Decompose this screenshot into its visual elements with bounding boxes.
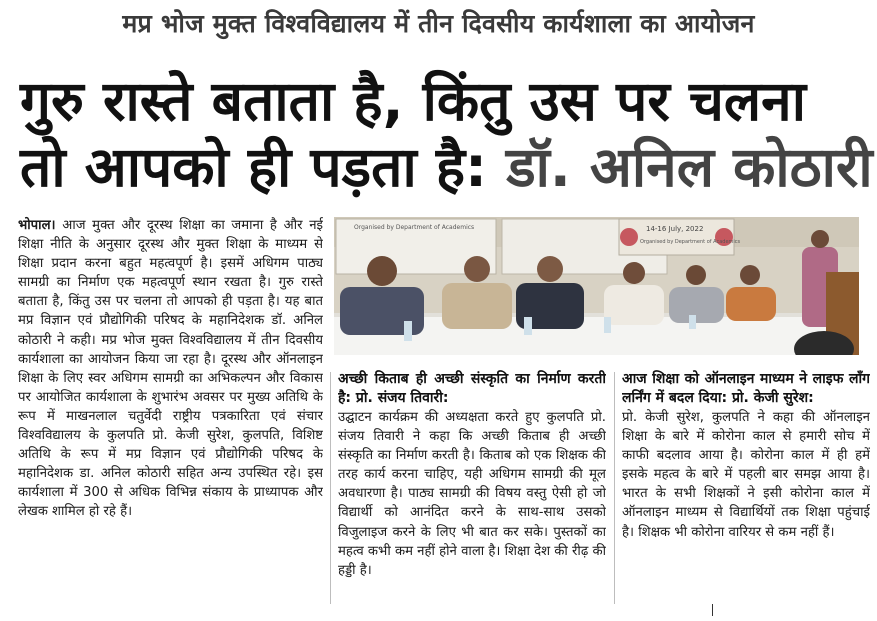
article-column-2 — [338, 370, 606, 605]
headline-speaker-name: डॉ. अनिल कोठारी — [506, 135, 873, 199]
photo-person-2-head — [464, 256, 490, 282]
main-headline — [20, 68, 873, 200]
photo-speaker-head — [811, 230, 829, 248]
column-1-paragraph — [18, 216, 323, 522]
photo-person-1-head — [367, 256, 397, 286]
event-photo — [334, 217, 859, 355]
headline-line-1: गुरु रास्ते बताता है, किंतु उस पर चलना — [20, 69, 806, 133]
photo-bottle-1 — [404, 321, 412, 341]
column-2-text: उद्घाटन कार्यक्रम की अध्यक्षता करते हुए कुलपति प्रो. संजय तिवारी ने कहा कि अच्छी किताब ही अच्छी संस्कृति का निर्माण करती है। किताब को एक शिक्षक की तरह कार्य करना चाहिए, यही अधिगम सामग्री की मूल अवधारणा है। पाठ्य सामग्री की विषय वस्तु ऐसी हो जो विद्यार्थी को आनंदित करने के साथ-साथ उसको विजुलाइज करने के लिए भी बात कर सके। पुस्तकों का महत्व कभी कम नहीं होने वाला है। शिक्षा देश की रीढ़ की हड्डी है। — [338, 410, 606, 578]
photo-flower-left — [620, 228, 638, 246]
photo-bottle-3 — [604, 317, 611, 333]
headline-line-2 — [20, 134, 873, 200]
column-end-mark — [712, 604, 713, 616]
photo-person-6-body — [726, 287, 776, 321]
photo-person-4-head — [623, 262, 645, 284]
photo-person-5-body — [669, 287, 724, 323]
photo-bottle-2 — [524, 317, 532, 335]
photo-banner-org: Organised by Department of Academics — [640, 239, 741, 245]
column-divider-2 — [614, 372, 615, 604]
photo-banner-date: 14-16 July, 2022 — [646, 225, 704, 233]
event-photo-illustration — [334, 217, 859, 355]
column-divider-1 — [330, 372, 331, 604]
column-1-text: आज मुक्त और दूरस्थ शिक्षा का जमाना है और नई शिक्षा नीति के अनुसार दूरस्थ और मुक्त शिक्षा के माध्यम से शिक्षा प्रदान करना बहुत महत्वपूर्ण है। इसमें अधिगम पाठ्य सामग्री का निर्माण एक महत्वपूर्ण स्थान रखता है। गुरु रास्ते बताता है, किंतु उस पर चलना तो आपको ही पड़ता है। यह बात मप्र विज्ञान एवं प्रौद्योगिकी परिषद के महानिदेशक डॉ. अनिल कोठारी ने कही। मप्र भोज मुक्त विश्वविद्यालय में तीन दिवसीय कार्यशाला का आयोजन किया जा रहा है। दूरस्थ और ऑनलाइन शिक्षा के लिए स्वर अधिगम सामग्री का अभिकल्पन और विकास पर आयोजित कार्यशाला के शुभारंभ अवसर पर मुख्य अतिथि के रूप में माखनलाल चतुर्वेदी राष्ट्रीय पत्रकारिता एवं संचार विश्वविद्यालय के कुलपति प्रो. केजी सुरेश, कुलपति, विशिष्ट अतिथि के रूप में मप्र विज्ञान एवं प्रौद्योगिकी परिषद के महानिदेशक डा. अनिल कोठारी सहित अन्य उपस्थित रहे। इस कार्यशाला में 300 से अधिक विभिन्न संकाय के प्राध्यापक और लेखक शामिल हो रहे हैं। — [18, 218, 323, 520]
photo-person-3-head — [537, 256, 563, 282]
photo-person-4-body — [604, 285, 664, 325]
photo-person-5-head — [686, 265, 706, 285]
photo-person-6-head — [740, 265, 760, 285]
column-2-subhead: अच्छी किताब ही अच्छी संस्कृति का निर्माण करती है: प्रो. संजय तिवारी: — [338, 371, 606, 406]
dateline: भोपाल। — [18, 218, 56, 233]
photo-person-2-body — [442, 283, 512, 329]
column-3-text: प्रो. केजी सुरेश, कुलपति ने कहा की ऑनलाइन शिक्षा के बारे में कोरोना काल से हमारी सोच में काफी बदलाव आया है। कोरोना काल में ही हमें इसके महत्व के बारे में पहली बार समझ आया है। भारत के सभी शिक्षकों ने इसी कोरोना काल में ऑनलाइन माध्यम से विद्यार्थियों तक शिक्षा पहुंचाई है। शिक्षक भी कोरोना वारियर से कम नहीं हैं। — [622, 410, 870, 540]
kicker-headline: मप्र भोज मुक्त विश्वविद्यालय में तीन दिवसीय कार्यशाला का आयोजन — [122, 9, 755, 38]
headline-line-2-start: तो आपको ही पड़ता है: — [20, 135, 488, 199]
article-column-3 — [622, 370, 870, 605]
photo-bottle-4 — [689, 315, 696, 329]
column-3-subhead: आज शिक्षा को ऑनलाइन माध्यम ने लाइफ लॉंग लर्निंग में बदल दिया: प्रो. केजी सुरेश: — [622, 371, 870, 406]
article-column-1 — [18, 216, 323, 608]
photo-left-screen-text: Organised by Department of Academics — [354, 224, 475, 231]
